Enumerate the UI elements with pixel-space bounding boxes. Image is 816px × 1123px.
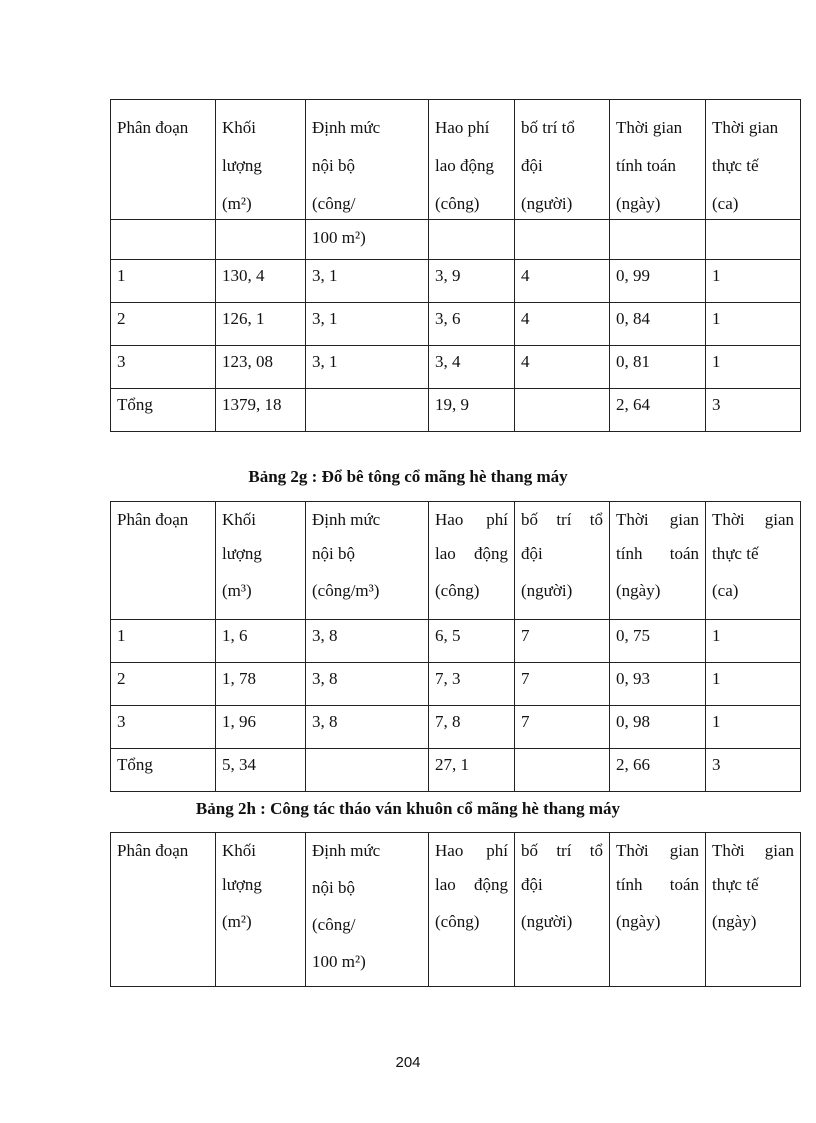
table-cell: 2, 64 bbox=[610, 389, 706, 432]
table-row bbox=[111, 346, 801, 389]
table-cell: 3, 4 bbox=[429, 346, 515, 389]
header-cell-norm: Định mức nội bộ (công/m³) bbox=[306, 502, 429, 620]
table-cell: 4 bbox=[515, 303, 610, 346]
table-cell: 0, 98 bbox=[610, 706, 706, 749]
table-cell: 3, 1 bbox=[306, 303, 429, 346]
header-cell-norm: Định mức nội bộ (công/ bbox=[306, 100, 429, 220]
table-cell: 0, 75 bbox=[610, 620, 706, 663]
table-cell: Tổng bbox=[111, 389, 216, 432]
empty-cell bbox=[515, 220, 610, 260]
empty-cell bbox=[429, 220, 515, 260]
table-cell: 3, 9 bbox=[429, 260, 515, 303]
table-cell: 27, 1 bbox=[429, 749, 515, 792]
table-row bbox=[111, 303, 801, 346]
table-body bbox=[111, 260, 801, 432]
table-cell: 4 bbox=[515, 260, 610, 303]
table-cell: 1 bbox=[111, 260, 216, 303]
empty-cell bbox=[111, 220, 216, 260]
table-cell: 126, 1 bbox=[216, 303, 306, 346]
table-body bbox=[111, 620, 801, 792]
table-cell bbox=[515, 389, 610, 432]
table-cell: 1 bbox=[706, 706, 801, 749]
header-cell-crew: bố trí tổ đội (người) bbox=[515, 833, 610, 987]
header-cell-actual-time: Thời gian thực tế (ngày) bbox=[706, 833, 801, 987]
header-cell-labor: Hao phí lao động (công) bbox=[429, 100, 515, 220]
table-cell: 2 bbox=[111, 303, 216, 346]
table-cell: 1, 6 bbox=[216, 620, 306, 663]
table-2h-formwork-removal bbox=[110, 832, 801, 987]
header-cell-segment: Phân đoạn bbox=[111, 502, 216, 620]
table-cell bbox=[306, 389, 429, 432]
header-cell-segment: Phân đoạn bbox=[111, 833, 216, 987]
table-caption-2h: Bảng 2h : Công tác tháo ván khuôn cổ mãng hè thang máy bbox=[195, 799, 621, 818]
table-cell: 3 bbox=[706, 749, 801, 792]
table-cell: 2 bbox=[111, 663, 216, 706]
table-cell: 1 bbox=[706, 260, 801, 303]
empty-cell bbox=[610, 220, 706, 260]
page-number: 204 bbox=[395, 1054, 421, 1071]
table-header-row bbox=[111, 502, 801, 620]
table-cell: 2, 66 bbox=[610, 749, 706, 792]
header-cell-actual-time: Thời gian thực tế (ca) bbox=[706, 100, 801, 220]
header-cell-norm-unit: 100 m²) bbox=[306, 220, 429, 260]
table-cell: 3, 8 bbox=[306, 706, 429, 749]
table-caption-2g: Bảng 2g : Đổ bê tông cổ mãng hè thang máy bbox=[248, 467, 568, 486]
table-cell: 3 bbox=[706, 389, 801, 432]
table-cell: 0, 99 bbox=[610, 260, 706, 303]
header-cell-crew: bố trí tổ đội (người) bbox=[515, 502, 610, 620]
table-cell bbox=[306, 749, 429, 792]
table-cell: 3 bbox=[111, 706, 216, 749]
table-row bbox=[111, 749, 801, 792]
header-cell-calc-time: Thời gian tính toán (ngày) bbox=[610, 100, 706, 220]
header-cell-segment: Phân đoạn bbox=[111, 100, 216, 220]
header-cell-volume: Khối lượng (m²) bbox=[216, 100, 306, 220]
table-cell bbox=[515, 749, 610, 792]
table-cell: 7, 3 bbox=[429, 663, 515, 706]
table-cell: 7 bbox=[515, 620, 610, 663]
table-cell: 0, 93 bbox=[610, 663, 706, 706]
table-cell: 19, 9 bbox=[429, 389, 515, 432]
header-cell-labor: Hao phí lao động (công) bbox=[429, 833, 515, 987]
table-2g-concrete bbox=[110, 501, 801, 792]
table-row bbox=[111, 706, 801, 749]
table-cell: 4 bbox=[515, 346, 610, 389]
table-header-row bbox=[111, 100, 801, 220]
table-cell: 7 bbox=[515, 706, 610, 749]
table-header-row bbox=[111, 833, 801, 987]
header-cell-crew: bố trí tổ đội (người) bbox=[515, 100, 610, 220]
table-cell: 123, 08 bbox=[216, 346, 306, 389]
table-cell: 3, 8 bbox=[306, 663, 429, 706]
table-cell: 7, 8 bbox=[429, 706, 515, 749]
table-row bbox=[111, 663, 801, 706]
table-header-overflow-row bbox=[111, 220, 801, 260]
table-cell: 3, 6 bbox=[429, 303, 515, 346]
table-cell: 3, 1 bbox=[306, 260, 429, 303]
empty-cell bbox=[706, 220, 801, 260]
table-cell: Tổng bbox=[111, 749, 216, 792]
header-cell-norm: Định mức nội bộ (công/ 100 m²) bbox=[306, 833, 429, 987]
table-cell: 6, 5 bbox=[429, 620, 515, 663]
header-cell-volume: Khối lượng (m²) bbox=[216, 833, 306, 987]
table-cell: 1, 78 bbox=[216, 663, 306, 706]
table-cell: 3, 1 bbox=[306, 346, 429, 389]
table-row bbox=[111, 260, 801, 303]
table-cell: 0, 84 bbox=[610, 303, 706, 346]
table-formwork-continued bbox=[110, 99, 801, 432]
table-cell: 130, 4 bbox=[216, 260, 306, 303]
header-cell-volume: Khối lượng (m³) bbox=[216, 502, 306, 620]
header-cell-calc-time: Thời gian tính toán (ngày) bbox=[610, 502, 706, 620]
header-cell-calc-time: Thời gian tính toán (ngày) bbox=[610, 833, 706, 987]
table-cell: 1 bbox=[706, 620, 801, 663]
table-cell: 3, 8 bbox=[306, 620, 429, 663]
table-cell: 1 bbox=[706, 303, 801, 346]
table-cell: 3 bbox=[111, 346, 216, 389]
table-row bbox=[111, 620, 801, 663]
table-cell: 1 bbox=[706, 346, 801, 389]
table-cell: 1 bbox=[111, 620, 216, 663]
table-cell: 5, 34 bbox=[216, 749, 306, 792]
table-cell: 1 bbox=[706, 663, 801, 706]
header-cell-actual-time: Thời gian thực tế (ca) bbox=[706, 502, 801, 620]
header-cell-labor: Hao phí lao động (công) bbox=[429, 502, 515, 620]
empty-cell bbox=[216, 220, 306, 260]
table-cell: 1379, 18 bbox=[216, 389, 306, 432]
table-cell: 1, 96 bbox=[216, 706, 306, 749]
table-cell: 7 bbox=[515, 663, 610, 706]
table-row bbox=[111, 389, 801, 432]
table-cell: 0, 81 bbox=[610, 346, 706, 389]
